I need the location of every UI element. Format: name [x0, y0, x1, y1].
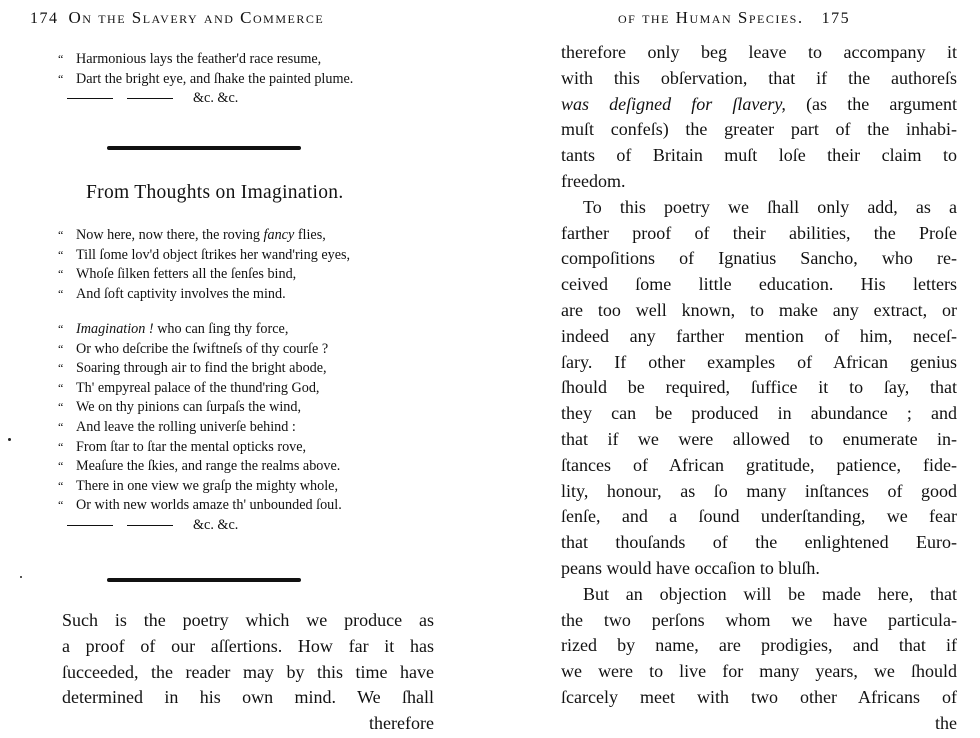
- paragraph-line: the two perſons whom we have particula-: [561, 609, 957, 630]
- line-text: (as the argument: [785, 93, 957, 114]
- paragraph-line: with this obſervation, that if the authoreſs: [561, 67, 957, 88]
- verse-text: flies,: [294, 227, 326, 243]
- verse-line: [58, 438, 478, 458]
- paragraph-line: therefore only beg leave to accompany it: [561, 42, 957, 62]
- paragraph-line: To this poetry we ſhall only add, as a: [583, 196, 957, 217]
- paragraph-line: a proof of our aſſertions. How far it has: [62, 635, 434, 656]
- verse-line: [58, 359, 478, 379]
- opening-quote-mark: “: [58, 267, 64, 282]
- paragraph-line: they can be produced in abundance ; and: [561, 403, 957, 424]
- paragraph-line: ſtances of African gratitude, patience, fide-: [561, 454, 957, 475]
- opening-quote-mark: “: [58, 286, 64, 301]
- verse-text: Soaring through air to find the bright abode,: [76, 360, 327, 377]
- verse-text: who can ſing thy force,: [153, 321, 289, 337]
- ink-speck: [8, 438, 11, 441]
- left-running-head-title: On the Slavery and Commerce: [68, 8, 325, 27]
- opening-quote-mark: “: [58, 247, 64, 262]
- verse-text: And ſoft captivity involves the mind.: [76, 285, 286, 302]
- paragraph-line: that thouſands of the enlightened Euro-: [561, 532, 957, 553]
- verse-text: Or with new worlds amaze th' unbounded ſoul.: [76, 497, 342, 514]
- verse-line: [58, 226, 478, 246]
- paragraph-line: But an objection will be made here, that: [583, 583, 957, 604]
- right-body-text: [561, 40, 957, 737]
- paragraph-line: ſcarcely meet with two other Africans of: [561, 686, 957, 707]
- verse-text: Th' empyreal palace of the thund'ring God,: [76, 379, 320, 396]
- paragraph-line: ſucceeded, the reader may by this time have: [62, 661, 434, 682]
- paragraph-line: muſt confeſs) the greater part of the inhabi-: [561, 119, 957, 140]
- poem-stanza-2: [58, 320, 478, 536]
- omission-dash: [67, 98, 113, 99]
- paragraph-line: lity, honour, as ſo many inſtances of good: [561, 480, 957, 501]
- omission-dash: [127, 98, 173, 99]
- top-verse: [58, 50, 478, 109]
- opening-quote-mark: “: [58, 419, 64, 434]
- opening-quote-mark: “: [58, 400, 64, 415]
- paragraph-line: that if we were allowed to enumerate in-: [561, 428, 957, 449]
- paragraph-line: Such is the poetry which we produce as: [62, 610, 434, 630]
- section-divider-top: [107, 146, 301, 150]
- verse-text: Or who deſcribe the ſwiftneſs of thy courſe ?: [76, 340, 329, 357]
- left-body-paragraph: [62, 608, 434, 737]
- omission-dash: [127, 525, 173, 526]
- verse-line: [58, 265, 478, 285]
- verse-text: Till ſome lov'd object ſtrikes her wand'ring eyes,: [76, 246, 351, 263]
- etc-text: &c. &c.: [193, 90, 239, 107]
- verse-line: [58, 50, 478, 70]
- verse-text: From ſtar to ſtar the mental opticks rove,: [76, 438, 307, 455]
- opening-quote-mark: “: [58, 380, 64, 395]
- section-title: From Thoughts on Imagination.: [86, 182, 344, 203]
- verse-line: [58, 246, 478, 266]
- verse-line: [58, 285, 478, 305]
- opening-quote-mark: “: [58, 71, 64, 86]
- paragraph-line: compoſitions of Ignatius Sancho, who re-: [561, 248, 957, 269]
- paragraph-line: ſhould be required, ſuffice it to ſay, that: [561, 377, 957, 398]
- right-page-number: 175: [821, 10, 851, 27]
- etc-line: [58, 89, 478, 109]
- paragraph-line: farther proof of their abilities, the Proſe: [561, 222, 957, 243]
- etc-text: &c. &c.: [193, 516, 239, 533]
- right-page: [490, 0, 980, 738]
- verse-line: [58, 457, 478, 477]
- verse-text: Meaſure the ſkies, and range the realms above.: [76, 458, 341, 475]
- paragraph-line: we were to live for many years, we ſhould: [561, 661, 957, 682]
- paragraph-line: peans would have occaſion to bluſh.: [561, 557, 820, 578]
- verse-text: Now here, now there, the roving: [76, 227, 264, 243]
- opening-quote-mark: “: [58, 52, 64, 66]
- verse-text: And leave the rolling univerſe behind :: [76, 418, 296, 435]
- verse-line: [58, 496, 478, 516]
- paragraph-line: the: [935, 712, 957, 733]
- verse-text: There in one view we graſp the mighty whole,: [76, 477, 338, 494]
- omission-dash: [67, 525, 113, 526]
- opening-quote-mark: “: [58, 439, 64, 454]
- paragraph-line: are too well known, to make any extract, or: [561, 299, 957, 320]
- verse-line: [58, 70, 478, 90]
- paragraph-line: [561, 92, 957, 118]
- paragraph-line: freedom.: [561, 170, 626, 191]
- right-running-head-title: of the Human Species.: [618, 8, 804, 27]
- opening-quote-mark: “: [58, 459, 64, 474]
- paragraph-line: therefore: [369, 713, 434, 734]
- paragraph-line: indeed any farther mention of him, neceſ-: [561, 325, 957, 346]
- opening-quote-mark: “: [58, 498, 64, 513]
- opening-quote-mark: “: [58, 478, 64, 493]
- paragraph-line: tants of Britain muſt loſe their claim to: [561, 145, 957, 166]
- verse-line: [58, 398, 478, 418]
- paragraph-line: ſary. If other examples of African genius: [561, 351, 957, 372]
- etc-line: [58, 516, 478, 536]
- verse-text: Harmonious lays the feather'd race resume,: [76, 51, 322, 67]
- italic-phrase: was deſigned for ſlavery,: [561, 93, 786, 114]
- verse-italic-word: Imagination !: [76, 321, 154, 337]
- opening-quote-mark: “: [58, 361, 64, 376]
- verse-line: [58, 418, 478, 438]
- verse-text: Dart the bright eye, and ſhake the painted plume.: [76, 70, 354, 87]
- left-page-number: 174: [30, 10, 59, 27]
- section-divider-bottom: [107, 578, 301, 582]
- left-running-head: [30, 8, 324, 28]
- verse-line: [58, 320, 478, 340]
- verse-line: [58, 477, 478, 497]
- verse-text: We on thy pinions can ſurpaſs the wind,: [76, 399, 302, 416]
- opening-quote-mark: “: [58, 228, 64, 242]
- paragraph-line: ceived ſome little education. His letters: [561, 274, 957, 295]
- paragraph-line: determined in his own mind. We ſhall: [62, 687, 434, 708]
- opening-quote-mark: “: [58, 322, 64, 336]
- verse-line: [58, 340, 478, 360]
- verse-text: Whoſe ſilken fetters all the ſenſes bind,: [76, 266, 297, 283]
- verse-italic-word: fancy: [263, 227, 295, 243]
- opening-quote-mark: “: [58, 341, 64, 356]
- paragraph-line: rized by name, are prodigies, and that if: [561, 635, 957, 656]
- poem-stanza-1: [58, 226, 478, 304]
- right-running-head: [618, 8, 850, 28]
- ink-speck: [20, 576, 22, 578]
- verse-line: [58, 379, 478, 399]
- paragraph-line: ſenſe, and a ſound underſtanding, we fear: [561, 506, 957, 527]
